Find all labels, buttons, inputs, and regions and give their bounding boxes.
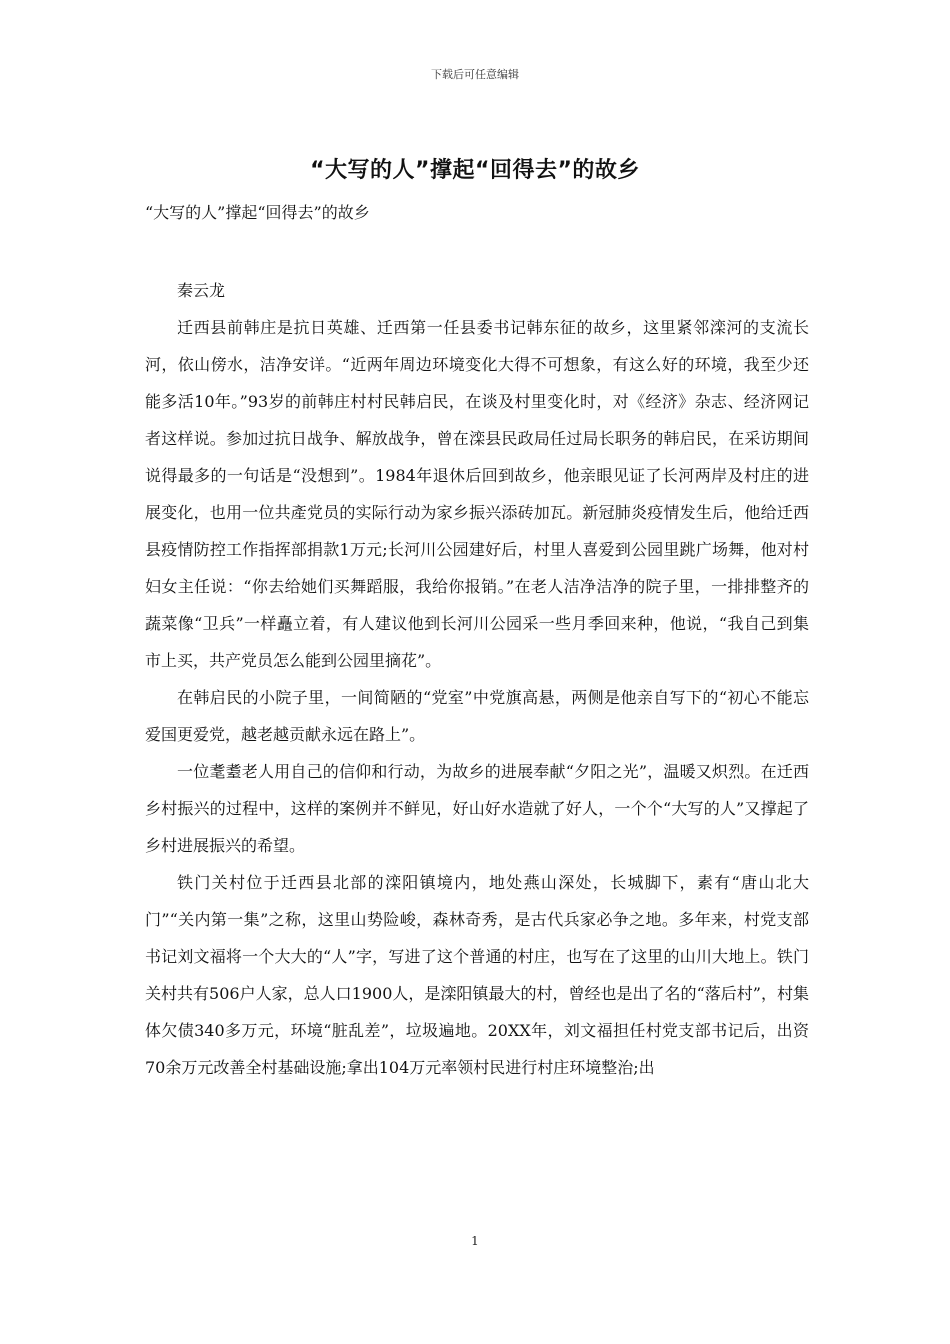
document-title: “大写的人”撑起“回得去”的故乡 — [310, 158, 640, 183]
document-body — [145, 272, 809, 1086]
paragraph: 在韩启民的小院子里，一间简陋的“党室”中党旗高悬，两侧是他亲自写下的“初心不能忘爱国更爱党，越老越贡献永远在路上”。 — [145, 688, 809, 744]
document-subtitle: “大写的人”撑起“回得去”的故乡 — [145, 203, 370, 222]
author-line: 秦云龙 — [177, 281, 226, 300]
paragraph: 迁西县前韩庄是抗日英雄、迁西第一任县委书记韩东征的故乡，这里紧邻滦河的支流长河，依山傍水，洁净安详。“近两年周边环境变化大得不可想象，有这么好的环境，我至少还能多活10年。”93岁的前韩庄村村民韩启民，在谈及村里变化时，对《经济》杂志、经济网记者这样说。参加过抗日战争、解放战争，曾在滦县民政局任过局长职务的韩启民，在采访期间说得最多的一句话是“没想到”。1984年退休后回到故乡，他亲眼见证了长河两岸及村庄的进展变化，也用一位共產党员的实际行动为家乡振兴添砖加瓦。新冠肺炎疫情发生后，他给迁西县疫情防控工作指挥部捐款1万元;长河川公园建好后，村里人喜爱到公园里跳广场舞，他对村妇女主任说：“你去给她们买舞蹈服，我给你报销。”在老人洁净洁净的院子里，一排排整齐的蔬菜像“卫兵”一样矗立着，有人建议他到长河川公园采一些月季回来种，他说，“我自己到集市上买，共产党员怎么能到公园里摘花”。 — [145, 318, 809, 670]
paragraph: 一位耄耋老人用自己的信仰和行动，为故乡的进展奉献“夕阳之光”，温暖又炽烈。在迁西乡村振兴的过程中，这样的案例并不鲜见，好山好水造就了好人，一个个“大写的人”又撑起了乡村进展振兴的希望。 — [145, 762, 809, 855]
page-number: 1 — [471, 1234, 479, 1248]
paragraph: 铁门关村位于迁西县北部的滦阳镇境内，地处燕山深处，长城脚下，素有“唐山北大门”“关内第一集”之称，这里山势险峻，森林奇秀，是古代兵家必争之地。多年来，村党支部书记刘文福将一个大大的“人”字，写进了这个普通的村庄，也写在了这里的山川大地上。铁门关村共有506户人家，总人口1900人，是滦阳镇最大的村，曾经也是出了名的“落后村”，村集体欠债340多万元，环境“脏乱差”，垃圾遍地。20XX年，刘文福担任村党支部书记后，出资70余万元改善全村基础设施;拿出104万元率领村民进行村庄环境整治;出 — [145, 873, 809, 1077]
page-header-note: 下载后可任意编辑 — [431, 68, 519, 81]
